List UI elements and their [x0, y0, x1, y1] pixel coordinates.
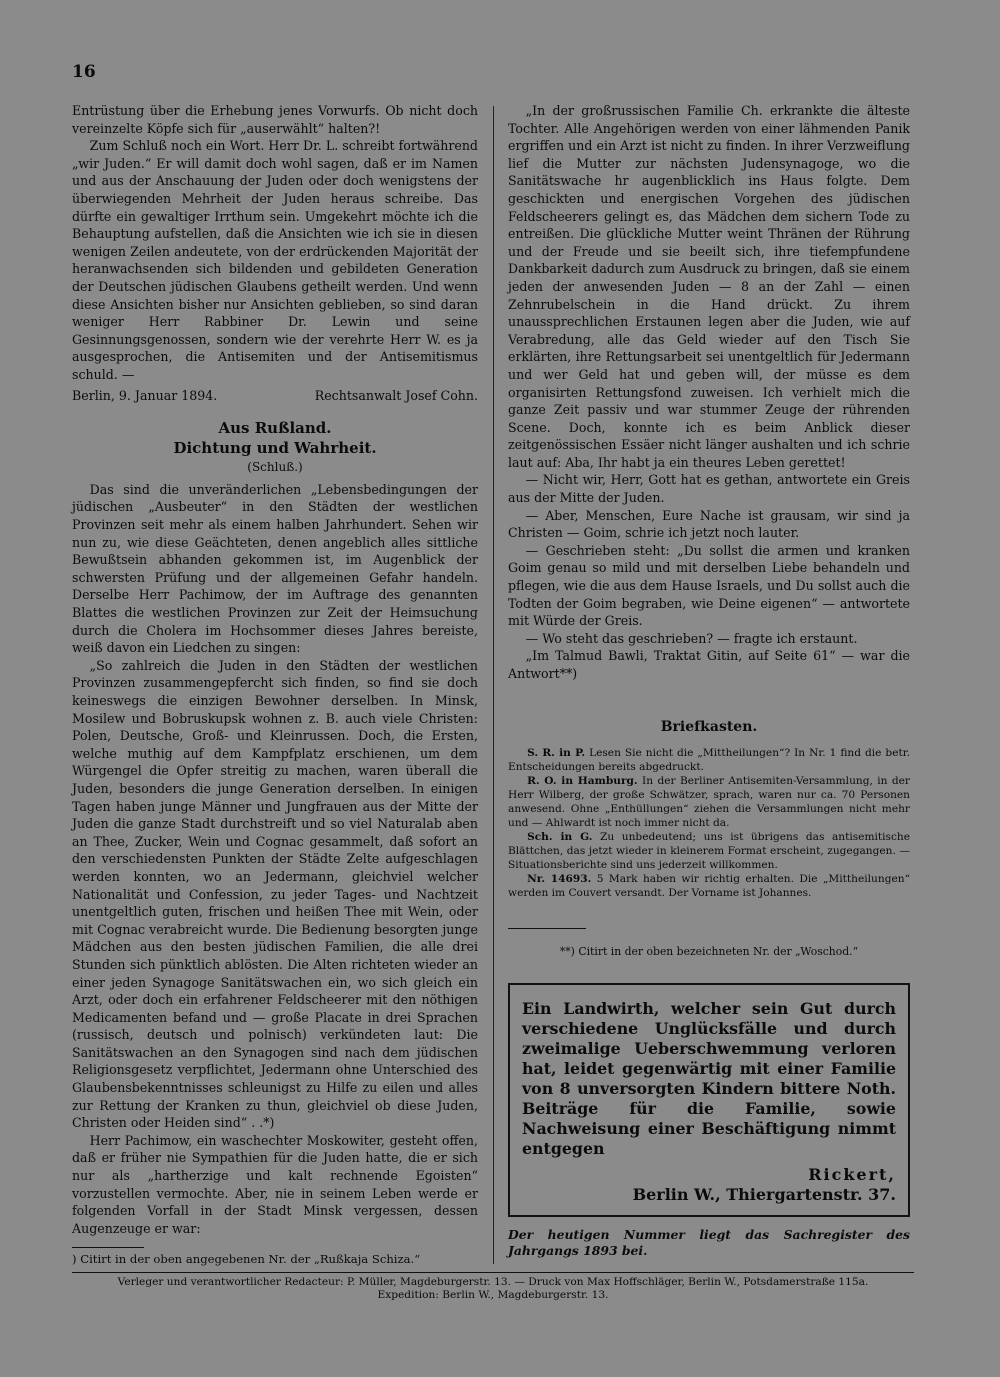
recipient: R. O. in Hamburg. [527, 775, 638, 788]
appeal-box [508, 983, 910, 1217]
imprint-expedition: Expedition: Berlin W., Magdeburgerstr. 13. [377, 1289, 609, 1301]
column-divider [493, 106, 494, 1264]
recipient: S. R. in P. [527, 747, 586, 760]
article-title: Dichtung und Wahrheit. [173, 438, 377, 457]
section-heading: Aus Rußland. [218, 419, 332, 438]
briefkasten-entry [508, 830, 910, 872]
paragraph: Entrüstung über die Erhebung jenes Vorwurfs. Ob nicht doch vereinzelte Köpfe sich für „auserwählt“ halten?! [72, 103, 478, 136]
footnote: ) Citirt in der oben angegebenen Nr. der „Rußkaja Schiza.“ [72, 1247, 478, 1269]
footer-rule [72, 1272, 914, 1273]
reply-text: 5 Mark haben wir richtig erhalten. Die „Mittheilungen“ werden im Couvert versandt. Der Vorname ist Johannes. [508, 873, 910, 900]
paragraph: „Im Talmud Bawli, Traktat Gitin, auf Seite 61“ — war die Antwort**) [508, 648, 910, 681]
reply-text: In der Berliner Antisemiten-Versammlung, in der Herr Wilberg, der große Schwätzer, sprach, waren nur ca. 70 Personen anwesend. Ohne „Enthüllungen“ ziehen die Versammlungen nicht mehr und — Ahlwardt ist noch immer nicht da. [508, 775, 910, 830]
paragraph: — Nicht wir, Herr, Gott hat es gethan, antwortete ein Greis aus der Mitte der Juden. [508, 472, 910, 506]
briefkasten-entry [508, 872, 910, 900]
signature-place-date: Berlin, 9. Januar 1894. [72, 387, 218, 403]
left-column [72, 102, 478, 1269]
recipient: Sch. in G. [527, 831, 593, 844]
paragraph: — Wo steht das geschrieben? — fragte ich erstaunt. [525, 630, 858, 646]
reply-text: Lesen Sie nicht die „Mittheilungen“? In Nr. 1 find die betr. Entscheidungen bereits abgedruckt. [508, 747, 910, 774]
divider [508, 928, 586, 929]
right-column [508, 102, 910, 1259]
signature-author: Rechtsanwalt Josef Cohn. [314, 387, 478, 403]
appeal-contact-name: Rickert, [808, 1164, 896, 1184]
paragraph: Zum Schluß noch ein Wort. Herr Dr. L. schreibt fortwährend „wir Juden.“ Er will damit doch wohl sagen, daß er im Namen und aus der Anschauung der Juden oder doch wenigstens der überwiegenden Mehrheit der Juden heraus schreibe. Das dürfte ein gewaltiger Irrthum sein. Umgekehrt möchte ich die Behauptung aufstellen, daß die Ansichten wie ich sie in diesen wenigen Zeilen andeutete, von der erdrückenden Majorität der heranwachsenden sich bildenden und gebildeten Generation der Deutschen jüdischen Glaubens getheilt werden. Und wenn diese Ansichten bisher nur Ansichten geblieben, so sind daran weniger Herr Rabbiner Dr. Lewin und seine Gesinnungsgenossen, sondern wie der verehrte Herr W. es ja ausgesprochen, die Antisemiten und der Antisemitismus schuld. — [72, 138, 478, 382]
article-subtitle: (Schluß.) [247, 460, 303, 475]
imprint-publisher: Verleger und verantwortlicher Redacteur: P. Müller, Magdeburgerstr. 13. — Druck von Max Hoffschläger, Berlin W., Potsdamerstraße 115a. [117, 1276, 869, 1288]
imprint [72, 1276, 914, 1302]
appeal-contact-address: Berlin W., Thiergartenstr. 37. [632, 1184, 896, 1204]
signature [72, 387, 478, 405]
paragraph: — Geschrieben steht: „Du sollst die armen und kranken Goim genau so mild und mit derselben Liebe behandeln und pflegen, wie die aus dem Hause Israels, und Du sollst auch die Todten der Goim begraben, wie Deine eigenen“ — antwortete mit Würde der Greis. [508, 542, 910, 629]
paragraph: „So zahlreich die Juden in den Städten der westlichen Provinzen zusammengepfercht sich finden, so find sie doch keineswegs die einzigen Bewohner derselben. In Minsk, Mosilew und Bobruskupsk wohnen z. B. auch viele Christen: Polen, Deutsche, Groß- und Kleinrussen. Doch, die Ersten, welche muthig auf dem Kampfplatz erschienen, um dem Würgengel die Opfer streitig zu machen, waren überall die Juden, besonders die junge Generation derselben. In einigen Tagen haben junge Männer und Jungfrauen aus der Mitte der Juden die ganze Stadt durchstreift und so viel Naturalab aben an Thee, Zucker, Wein und Cognac gesammelt, daß sofort an den verschiedensten Punkten der Städte Zelte aufgeschlagen werden konnten, wo an Jedermann, gleichviel welcher Nationalität und Confession, zu jeder Tages- und Nachtzeit unentgeltlich guten, frischen und heißen Thee mit Wein, oder mit Cognac verabreicht wurde. Die Bedienung besorgten junge Mädchen aus den besten jüdischen Familien, die alle drei Stunden sich pünktlich ablösten. Die Alten richteten wieder an einer jeden Synagoge Sanitätswachen ein, wo sich gleich ein Arzt, oder doch ein erfahrener Feldscheerer mit den nöthigen Medicamenten befand und — große Placate in drei Sprachen (russisch, deutsch und polnisch) verkündeten laut: Die Sanitätswachen an den Synagogen sind nach dem jüdischen Religionsgesetz verpflichtet, Jedermann ohne Unterschied des Glaubensbekenntnisses schleunigst zu Hilfe zu eilen und alles zur Rettung der Kranken zu thun, gleichviel ob diese Juden, Christen oder Heiden sind“ . .*) [72, 657, 478, 1131]
reply-text: Zu unbedeutend; uns ist übrigens das antisemitische Blättchen, das jetzt wieder in kleinerem Format erscheint, zugegangen. — Situationsberichte sind uns jederzeit willkommen. [508, 831, 910, 872]
recipient: Nr. 14693. [527, 873, 592, 886]
appeal-text: Ein Landwirth, welcher sein Gut durch verschiedene Unglücksfälle und durch zweimalige Ueberschwemmung verloren hat, leidet gegenwärtig mit einer Familie von 8 unversorgten Kindern bittere Noth. Beiträge für die Familie, sowie Nachweisung einer Beschäftigung nimmt entgegen [522, 998, 896, 1158]
footnote: **) Citirt in der oben bezeichneten Nr. der „Woschod.“ [559, 945, 859, 959]
briefkasten-entry [508, 774, 910, 830]
paragraph: Herr Pachimow, ein waschechter Moskowiter, gesteht offen, daß er früher nie Sympathien für die Juden hatte, die er sich nur als „hartherzige und kalt rechnende Egoisten“ vorzustellen vermochte. Aber, nie in seinem Leben werde er folgenden Vorfall in der Stadt Minsk vergessen, dessen Augenzeuge er war: [72, 1132, 478, 1236]
briefkasten-heading: Briefkasten. [660, 718, 758, 735]
page-number: 16 [72, 62, 96, 82]
paragraph: Das sind die unveränderlichen „Lebensbedingungen der jüdischen „Ausbeuter“ in den Städten der westlichen Provinzen seit mehr als einem halben Jahrhundert. Sehen wir nun zu, wie diese Geächteten, denen angeblich alles sittliche Bewußtsein abhanden gekommen ist, im Augenblick der schwersten Prüfung und der allgemeinen Gefahr handeln. Derselbe Herr Pachimow, der im Auftrage des genannten Blattes die westlichen Provinzen zur Zeit der Heimsuchung durch die Cholera im Hochsommer dieses Jahres bereiste, weiß davon ein Liedchen zu singen: [72, 481, 478, 656]
briefkasten-entry [508, 746, 910, 774]
supplement-notice: Der heutigen Nummer liegt das Sachregister des Jahrgangs 1893 bei. [508, 1226, 910, 1258]
briefkasten [508, 746, 910, 900]
paragraph: — Aber, Menschen, Eure Nache ist grausam, wir sind ja Christen — Goim, schrie ich jetzt noch lauter. [508, 507, 910, 541]
paragraph: „In der großrussischen Familie Ch. erkrankte die älteste Tochter. Alle Angehörigen werden von einer lähmenden Panik ergriffen und ein Arzt ist nicht zu finden. In ihrer Verzweiflung lief die Mutter zur nächsten Judensynagoge, wo die Sanitätswache hr augenblicklich ins Haus folgte. Dem geschickten und energischen Vorgehen des jüdischen Feldscheerers gelingt es, das Mädchen dem sichern Tode zu entreißen. Die glückliche Mutter weint Thränen der Rührung und der Freude und sie beeilt sich, ihre tiefempfundene Dankbarkeit dadurch zum Ausdruck zu bringen, daß sie einem jeden der anwesenden Juden — 8 an der Zahl — einen Zehnrubelschein in die Hand drückt. Zu ihrem unaussprechlichen Erstaunen legen aber die Juden, wie auf Verabredung, alle das Geld wieder auf den Tisch Sie erklärten, ihre Rettungsarbeit sei unentgeltlich für Jedermann und wer Geld hat und geben will, der müsse es dem organisirten Rettungsfond zuweisen. Ich verhielt mich die ganze Zeit passiv und war stummer Zeuge der rührenden Scene. Doch, konnte ich es beim Anblick dieser zeitgenössischen Essäer nicht länger aushalten und ich schrie laut auf: Aba, Ihr habt ja ein theures Leben gerettet! [508, 103, 910, 470]
